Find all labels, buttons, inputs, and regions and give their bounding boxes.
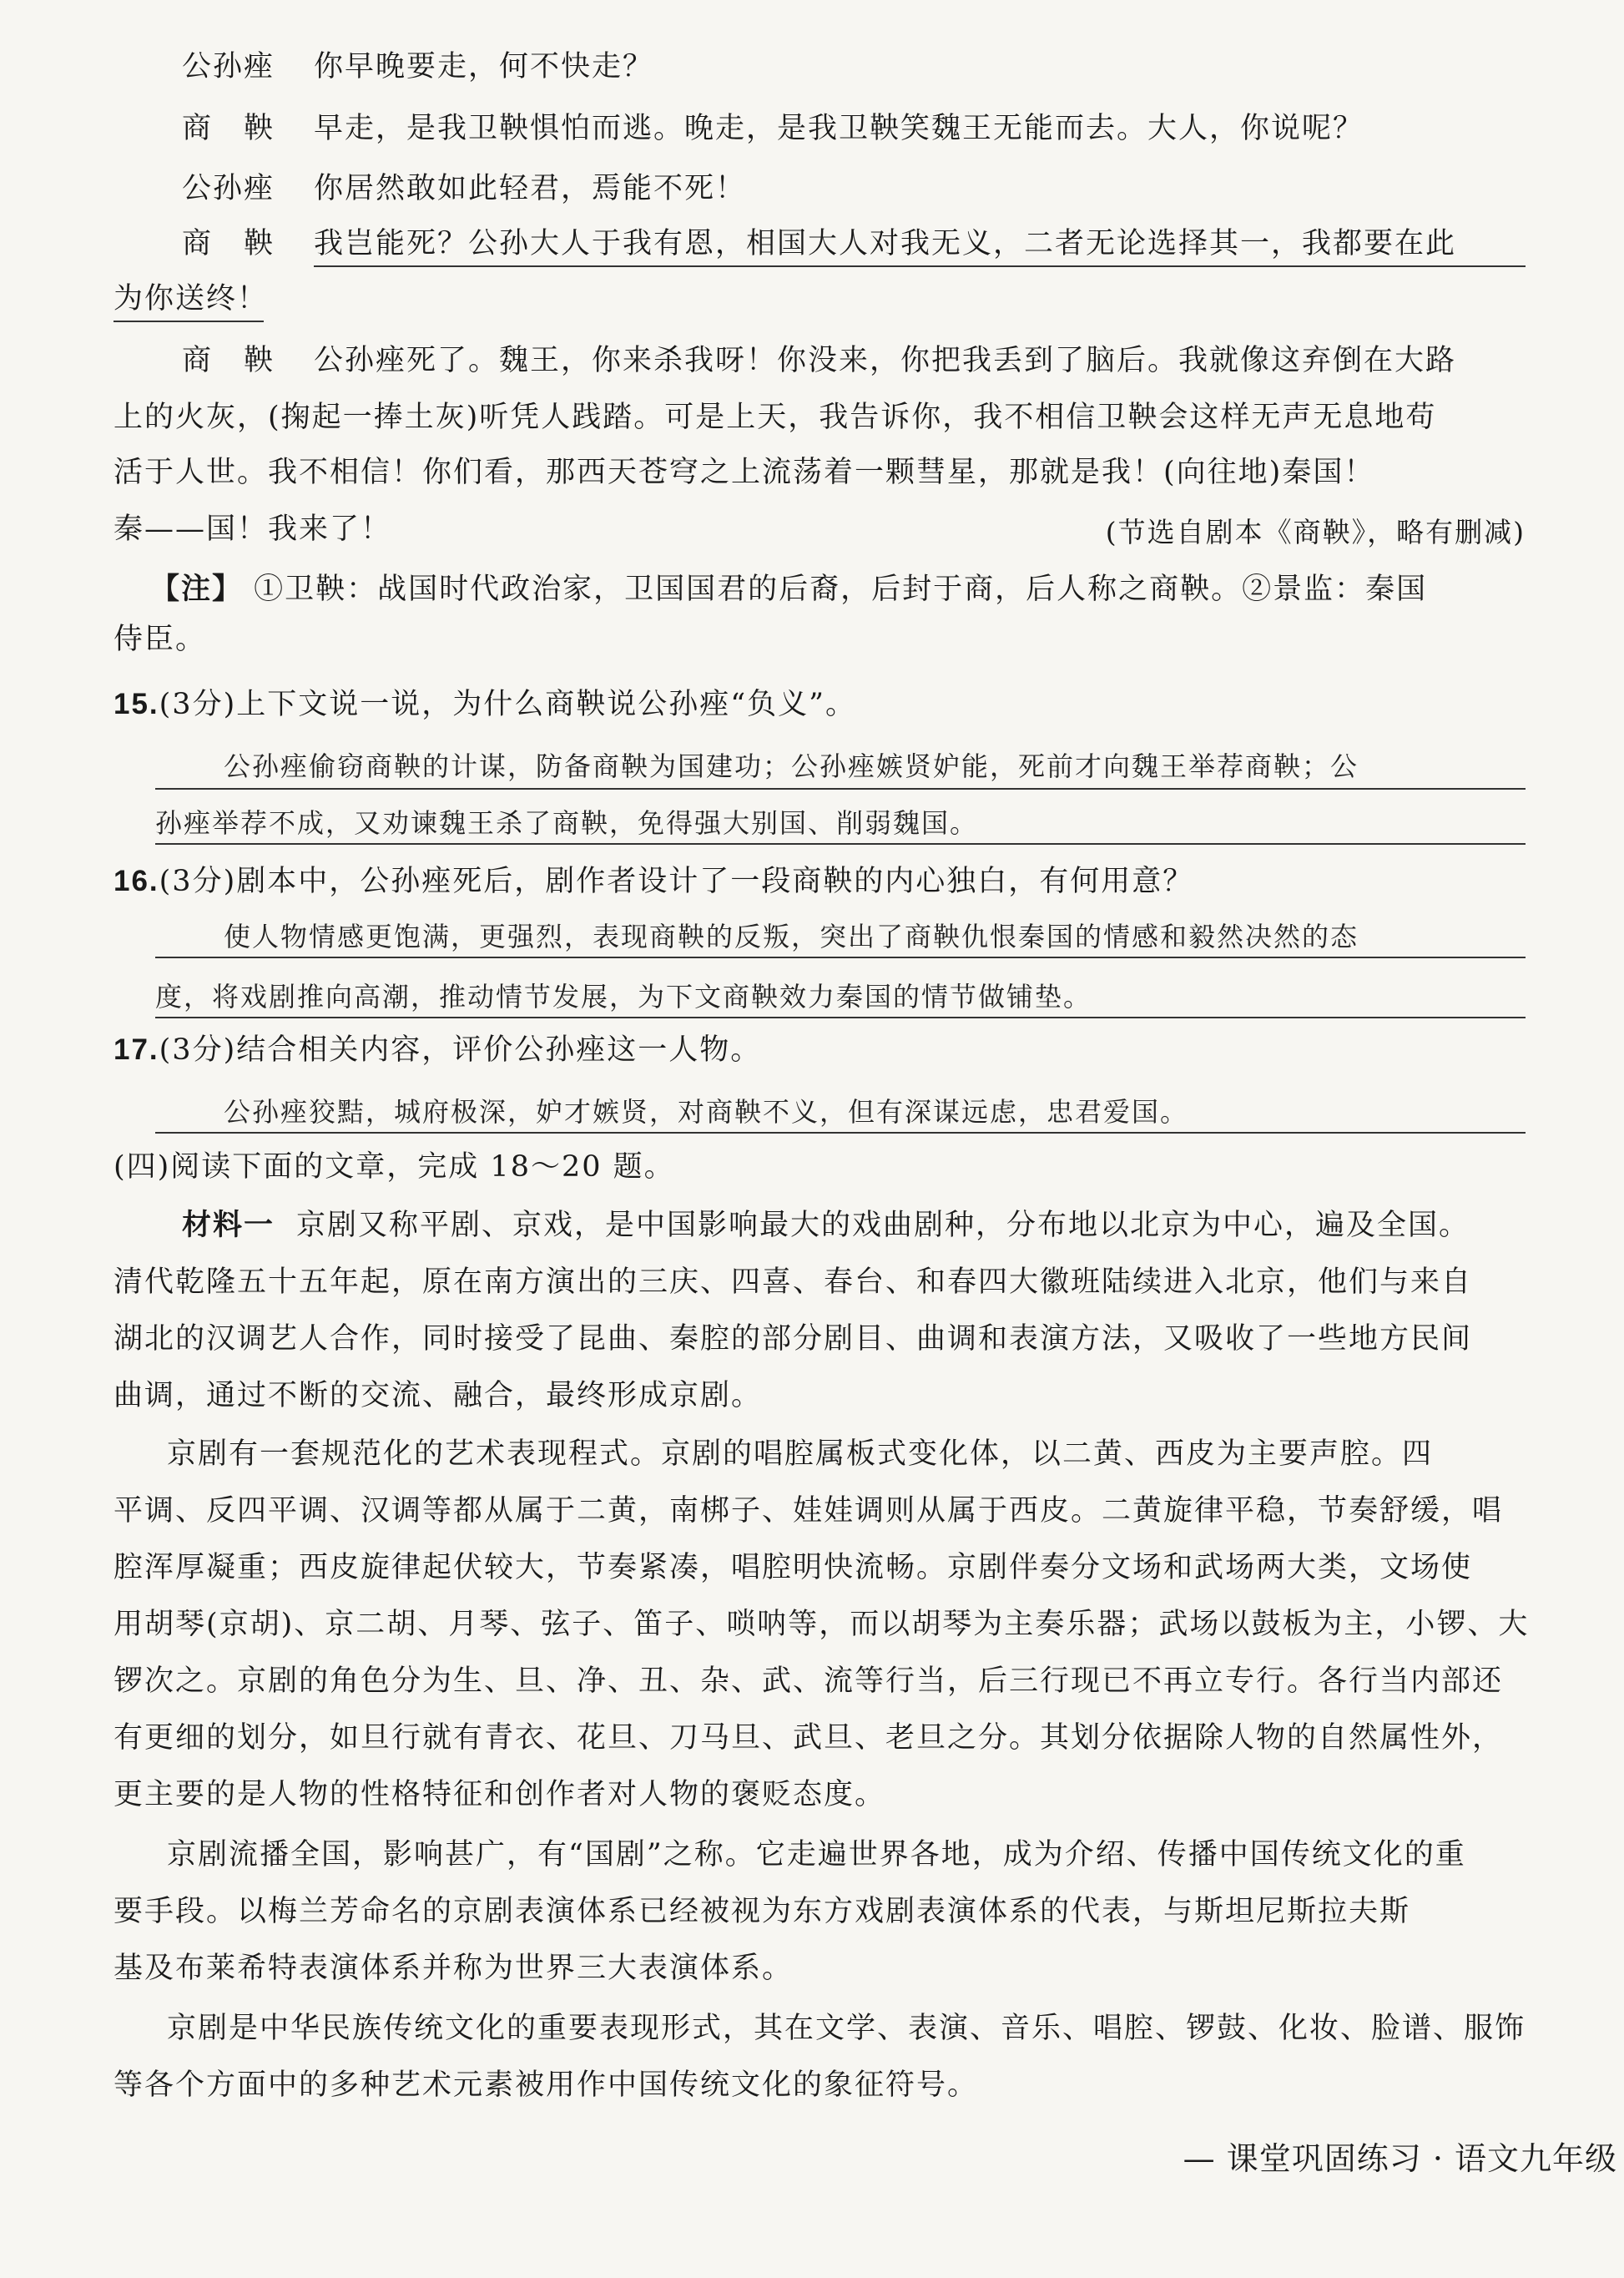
paragraph-line: 京剧流播全国，影响甚广，有“国剧”之称。它走遍世界各地，成为介绍、传播中国传统文化的重 [167,1838,1466,1871]
answer-underline [155,788,1526,790]
monologue-line: 秦——国！我来了！ [113,513,392,546]
paragraph-line: 更主要的是人物的性格特征和创作者对人物的褒贬态度。 [113,1778,886,1811]
question-text: (3分)结合相关内容，评价公孙痤这一人物。 [159,1033,762,1067]
dialogue-text: 我岂能死？公孙大人于我有恩，相国大人对我无义，二者无论选择其一，我都要在此 [314,227,1457,260]
dialogue-continuation: 为你送终！ [113,282,269,316]
answer-underline [155,1017,1526,1018]
answer-underline [155,1132,1526,1134]
dialogue-line [182,170,746,207]
paragraph-line: 等各个方面中的多种艺术元素被用作中国传统文化的象征符号。 [113,2068,979,2102]
paragraph-line: 基及布莱希特表演体系并称为世界三大表演体系。 [113,1952,794,1985]
dialogue-text: 你居然敢如此轻君，焉能不死！ [314,172,747,205]
paragraph-text: 京剧又称平剧、京戏，是中国影响最大的戏曲剧种，分布地以北京为中心，遍及全国。 [296,1209,1470,1242]
answer-line: 使人物情感更饱满，更强烈，表现商鞅的反叛，突出了商鞅仇恨秦国的情感和毅然决然的态 [224,921,1359,952]
speaker: 商 鞅 [182,344,275,377]
monologue-text: 公孙痤死了。魏王，你来杀我呀！你没来，你把我丢到了脑后。我就像这弃倒在大路 [314,344,1457,377]
monologue-line: 活于人世。我不相信！你们看，那西天苍穹之上流荡着一颗彗星，那就是我！(向往地)秦国！ [113,456,1375,489]
dialogue-line [182,48,653,85]
dialogue-text: 你早晚要走，何不快走？ [314,50,654,83]
answer-underline [155,957,1526,958]
source-citation: (节选自剧本《商鞅》，略有删减) [1105,516,1526,548]
dialogue-text: 早走，是我卫鞅惧怕而逃。晚走，是我卫鞅笑魏王无能而去。大人，你说呢？ [314,112,1364,145]
note-line [150,571,1427,608]
question-text: (3分)上下文说一说，为什么商鞅说公孙痤“负义”。 [159,688,857,721]
paragraph-line: 用胡琴(京胡)、京二胡、月琴、弦子、笛子、唢呐等，而以胡琴为主奏乐器；武场以鼓板为主，小锣、大 [113,1608,1530,1641]
answer-line: 度，将戏剧推向高潮，推动情节发展，为下文商鞅效力秦国的情节做铺垫。 [155,981,1092,1013]
dialogue-line [182,225,1456,262]
dialogue-line [182,110,1364,147]
paragraph-line: 湖北的汉调艺人合作，同时接受了昆曲、秦腔的部分剧目、曲调和表演方法，又吸收了一些地方民间 [113,1322,1473,1356]
page-footer: — 课堂巩固练习 · 语文九年级 [1183,2140,1617,2177]
underline [113,321,264,322]
paragraph-line: 清代乾隆五十五年起，原在南方演出的三庆、四喜、春台、和春四大徽班陆续进入北京，他们与来自 [113,1265,1473,1299]
paragraph-line: 京剧是中华民族传统文化的重要表现形式，其在文学、表演、音乐、唱腔、锣鼓、化妆、脸谱、服饰 [167,2012,1526,2045]
paragraph-line: 曲调，通过不断的交流、融合，最终形成京剧。 [113,1379,763,1412]
speaker: 公孙痤 [182,50,275,83]
material-label: 材料一 [182,1208,275,1242]
paragraph-line: 有更细的划分，如旦行就有青衣、花旦、刀马旦、武旦、老旦之分。其划分依据除人物的自然属性外， [113,1721,1504,1755]
paragraph-line [182,1207,1470,1244]
question-text: (3分)剧本中，公孙痤死后，剧作者设计了一段商鞅的内心独白，有何用意？ [159,865,1194,898]
question-15 [113,686,856,723]
question-17 [113,1032,761,1068]
paragraph-line: 腔浑厚凝重；西皮旋律起伏较大，节奏紧凑，唱腔明快流畅。京剧伴奏分文场和武场两大类，文场使 [113,1551,1473,1584]
note-line: 侍臣。 [113,623,207,656]
section-title: (四)阅读下面的文章，完成 18～20 题。 [113,1150,675,1184]
question-number: 17. [113,1033,159,1066]
question-number: 16. [113,865,159,897]
answer-line: 公孙痤狡黠，城府极深，妒才嫉贤，对商鞅不义，但有深谋远虑，忠君爱国。 [224,1096,1189,1128]
paragraph-line: 锣次之。京剧的角色分为生、旦、净、丑、杂、武、流等行当，后三行现已不再立专行。各行当内部还 [113,1664,1504,1698]
speaker: 商 鞅 [182,227,275,260]
note-text: ①卫鞅：战国时代政治家，卫国国君的后裔，后封于商，后人称之商鞅。②景监：秦国 [254,573,1428,606]
paragraph-line: 京剧有一套规范化的艺术表现程式。京剧的唱腔属板式变化体，以二黄、西皮为主要声腔。四 [167,1437,1434,1471]
note-label: 【注】 [150,572,244,606]
speaker: 公孙痤 [182,172,275,205]
answer-line: 孙痤举荐不成，又劝谏魏王杀了商鞅，免得强大别国、削弱魏国。 [155,807,979,839]
monologue-line [182,342,1456,379]
answer-underline [155,843,1526,845]
underline [314,265,1526,267]
answer-line: 公孙痤偷窃商鞅的计谋，防备商鞅为国建功；公孙痤嫉贤妒能，死前才向魏王举荐商鞅；公 [224,750,1359,782]
paragraph-line: 平调、反四平调、汉调等都从属于二黄，南梆子、娃娃调则从属于西皮。二黄旋律平稳，节奏舒缓，唱 [113,1494,1504,1528]
speaker: 商 鞅 [182,112,275,145]
question-16 [113,863,1193,900]
monologue-line: 上的火灰，(掬起一捧土灰)听凭人践踏。可是上天，我告诉你，我不相信卫鞅会这样无声无息地苟 [113,401,1437,434]
question-number: 15. [113,688,159,720]
paragraph-line: 要手段。以梅兰芳命名的京剧表演体系已经被视为东方戏剧表演体系的代表，与斯坦尼斯拉夫斯 [113,1895,1411,1928]
